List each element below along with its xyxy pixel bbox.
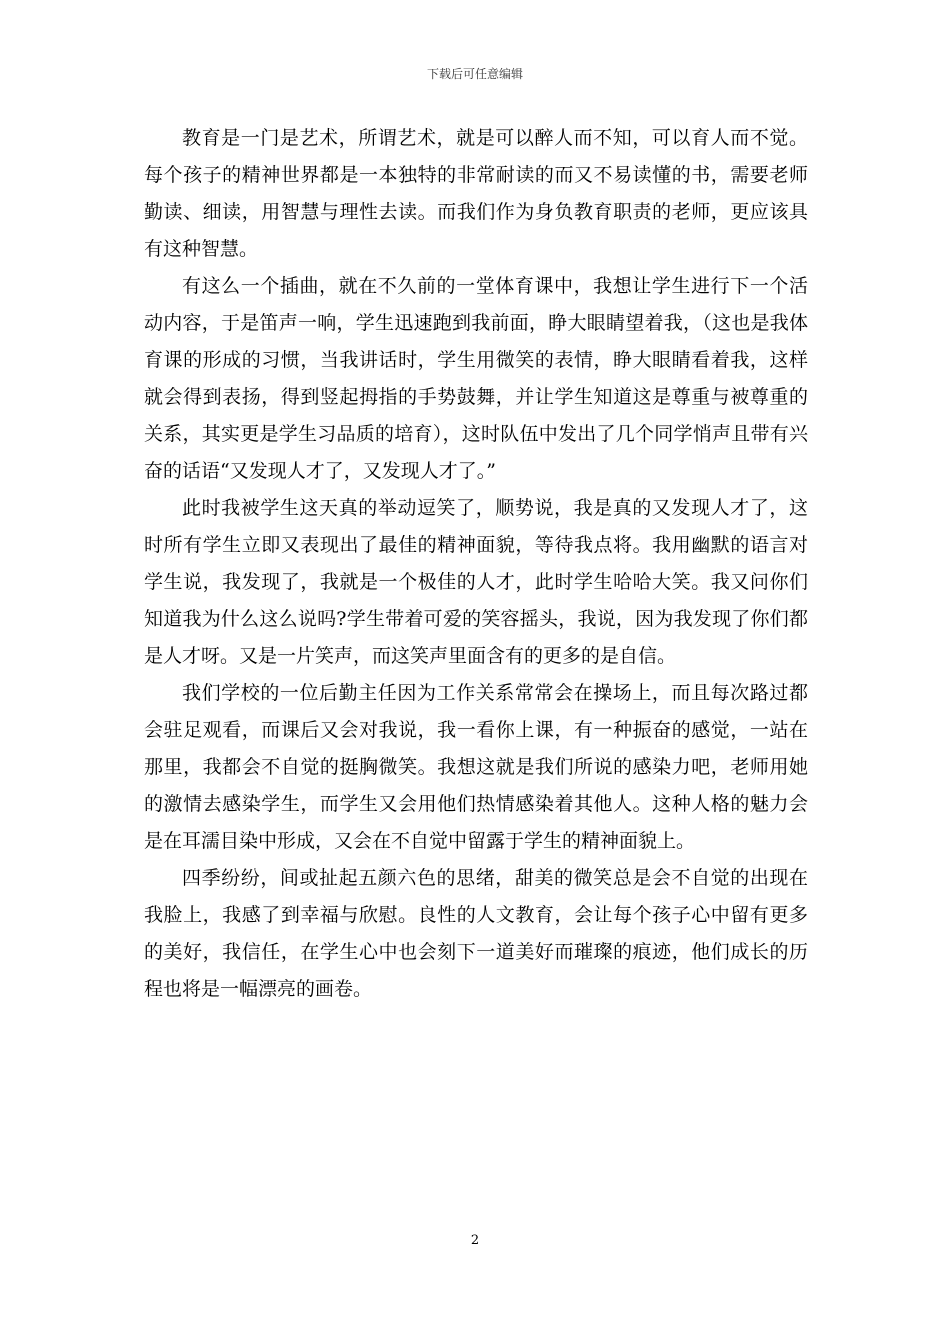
paragraph-2: 有这么一个插曲，就在不久前的一堂体育课中，我想让学生进行下一个活动内容，于是笛声一响，学生迅速跑到我前面，睁大眼睛望着我，（这也是我体育课的形成的习惯，当我讲话时，学生用微笑的表情，睁大眼睛看着我，这样就会得到表扬，得到竖起拇指的手势鼓舞，并让学生知道这是尊重与被尊重的关系，其实更是学生习品质的培育），这时队伍中发出了几个同学悄声且带有兴奋的话语“又发现人才了，又发现人才了。” (144, 275, 808, 482)
paragraph-1: 教育是一门是艺术，所谓艺术，就是可以醉人而不知，可以育人而不觉。每个孩子的精神世界都是一本独特的非常耐读的而又不易读懂的书，需要老师勤读、细读，用智慧与理性去读。而我们作为身负教育职责的老师，更应该具有这种智慧。 (144, 127, 808, 260)
page-number: 2 (470, 1233, 480, 1248)
page-header: 下载后可任意编辑 (426, 67, 523, 81)
paragraph-4: 我们学校的一位后勤主任因为工作关系常常会在操场上，而且每次路过都会驻足观看，而课后又会对我说，我一看你上课，有一种振奋的感觉，一站在那里，我都会不自觉的挺胸微笑。我想这就是我们所说的感染力吧，老师用她的激情去感染学生，而学生又会用他们热情感染着其他人。这种人格的魅力会是在耳濡目染中形成，又会在不自觉中留露于学生的精神面貌上。 (144, 682, 808, 852)
paragraph-5: 四季纷纷，间或扯起五颜六色的思绪，甜美的微笑总是会不自觉的出现在我脸上，我感了到幸福与欣慰。良性的人文教育，会让每个孩子心中留有更多的美好，我信任，在学生心中也会刻下一道美好而璀璨的痕迹，他们成长的历程也将是一幅漂亮的画卷。 (144, 867, 808, 1000)
paragraph-3: 此时我被学生这天真的举动逗笑了，顺势说，我是真的又发现人才了，这时所有学生立即又表现出了最佳的精神面貌，等待我点将。我用幽默的语言对学生说，我发现了，我就是一个极佳的人才，此时学生哈哈大笑。我又问你们知道我为什么这么说吗?学生带着可爱的笑容摇头，我说，因为我发现了你们都是人才呀。又是一片笑声，而这笑声里面含有的更多的是自信。 (144, 497, 808, 667)
document-body (144, 120, 808, 1008)
